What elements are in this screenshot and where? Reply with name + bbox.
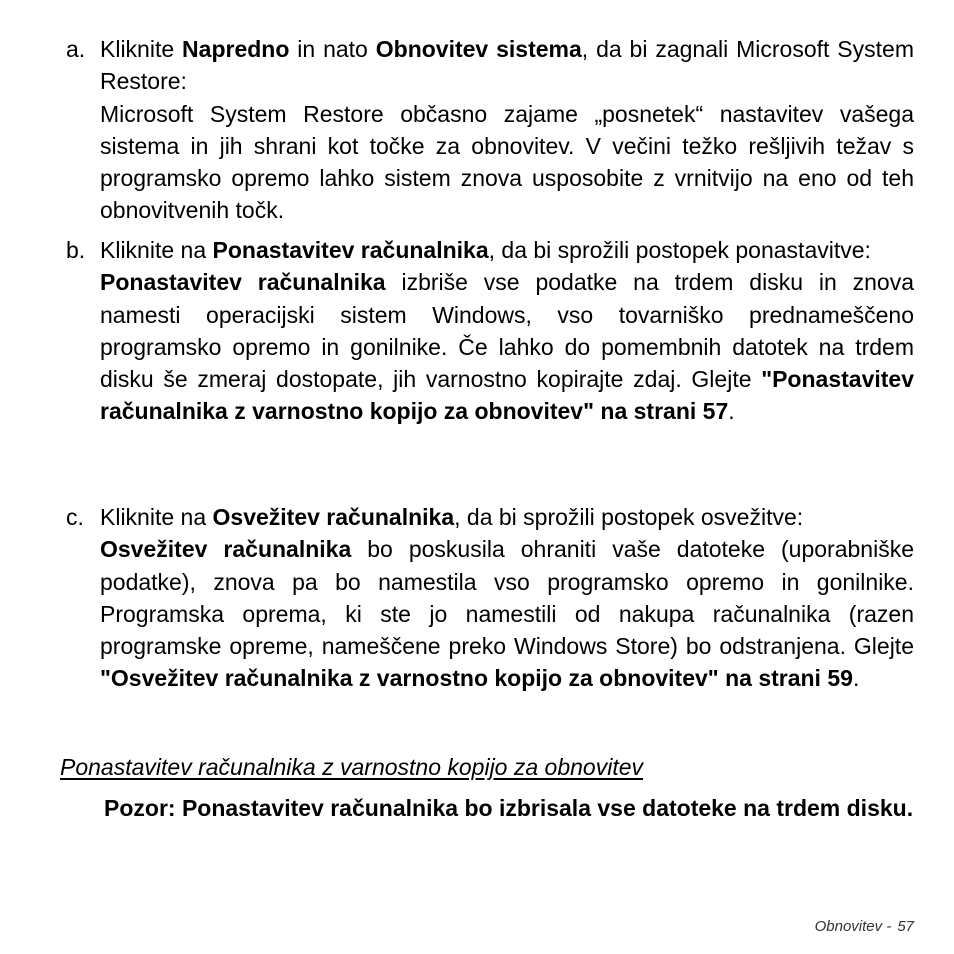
list-marker: a. bbox=[66, 36, 86, 62]
instruction-text bbox=[100, 501, 914, 533]
text-run: bo poskusila ohraniti vaše datoteke (uporabniške podatke), znova pa bo namestila vso programsko opremo in gonilnike. Programska oprema, ki ste jo namestili od nakupa računalnika (razen programske opreme, nameščene preko Windows Store) bo odstranjena. Glejte bbox=[100, 536, 914, 660]
ui-term-reset-pc: Ponastavitev računalnika bbox=[100, 269, 386, 296]
instruction-text bbox=[100, 234, 914, 266]
text-run: Kliknite na bbox=[100, 504, 213, 530]
text-run: izbriše vse podatke na trdem disku in znova namesti operacijski sistem Windows, vso tovarniško prednameščeno programsko opremo in gonilnike. Če lahko do pomembnih datotek na trdem disku še zmeraj dostopate, jih varnostno kopirajte zdaj. Glejte bbox=[100, 269, 914, 393]
list-item-body bbox=[100, 234, 914, 428]
list-marker: b. bbox=[66, 237, 86, 263]
text-run: Kliknite bbox=[100, 36, 183, 62]
ui-term-reset-pc: Ponastavitev računalnika bbox=[212, 237, 489, 263]
list-item-a bbox=[66, 33, 914, 227]
text-run: in nato bbox=[289, 36, 376, 62]
footer-section-name: Obnovitev - bbox=[814, 918, 892, 935]
cross-reference: "Osvežitev računalnika z varnostno kopijo za obnovitev" na strani 59 bbox=[100, 665, 853, 692]
text-run: Kliknite na bbox=[100, 237, 213, 263]
list-marker: c. bbox=[66, 504, 84, 530]
page-number: 57 bbox=[897, 918, 914, 935]
ui-term-refresh-pc: Osvežitev računalnika bbox=[100, 536, 352, 563]
list-item-body bbox=[100, 33, 914, 227]
ui-term-advanced: Napredno bbox=[182, 36, 290, 62]
warning-note: Pozor: Ponastavitev računalnika bo izbrisala vse datoteke na trdem disku. bbox=[104, 795, 914, 821]
list-item-c bbox=[66, 501, 914, 695]
description-text bbox=[100, 533, 914, 694]
section-heading: Ponastavitev računalnika z varnostno kopijo za obnovitev bbox=[60, 754, 644, 780]
page-footer bbox=[815, 917, 914, 937]
list-item-body bbox=[100, 501, 914, 695]
text-run: . bbox=[728, 398, 735, 425]
instruction-text bbox=[100, 33, 914, 98]
text-run: , da bi zagnali Microsoft System Restore: bbox=[100, 36, 914, 95]
description-text: Microsoft System Restore občasno zajame „posnetek“ nastavitev vašega sistema in jih shrani kot točke za obnovitev. V večini težko rešljivih težav s programsko opremo lahko sistem znova usposobite z vrnitvijo na eno od teh obnovitvenih točk. bbox=[100, 100, 914, 224]
description-text bbox=[100, 266, 914, 427]
cross-reference: "Ponastavitev računalnika z varnostno kopijo za obnovitev" na strani 57 bbox=[100, 366, 914, 425]
ui-term-system-restore: Obnovitev sistema bbox=[375, 36, 582, 62]
list-item-b bbox=[66, 234, 914, 428]
text-run: , da bi sprožili postopek osvežitve: bbox=[454, 504, 804, 530]
ui-term-refresh-pc: Osvežitev računalnika bbox=[212, 504, 455, 530]
text-run: . bbox=[852, 665, 860, 692]
text-run: , da bi sprožili postopek ponastavitve: bbox=[488, 237, 871, 263]
